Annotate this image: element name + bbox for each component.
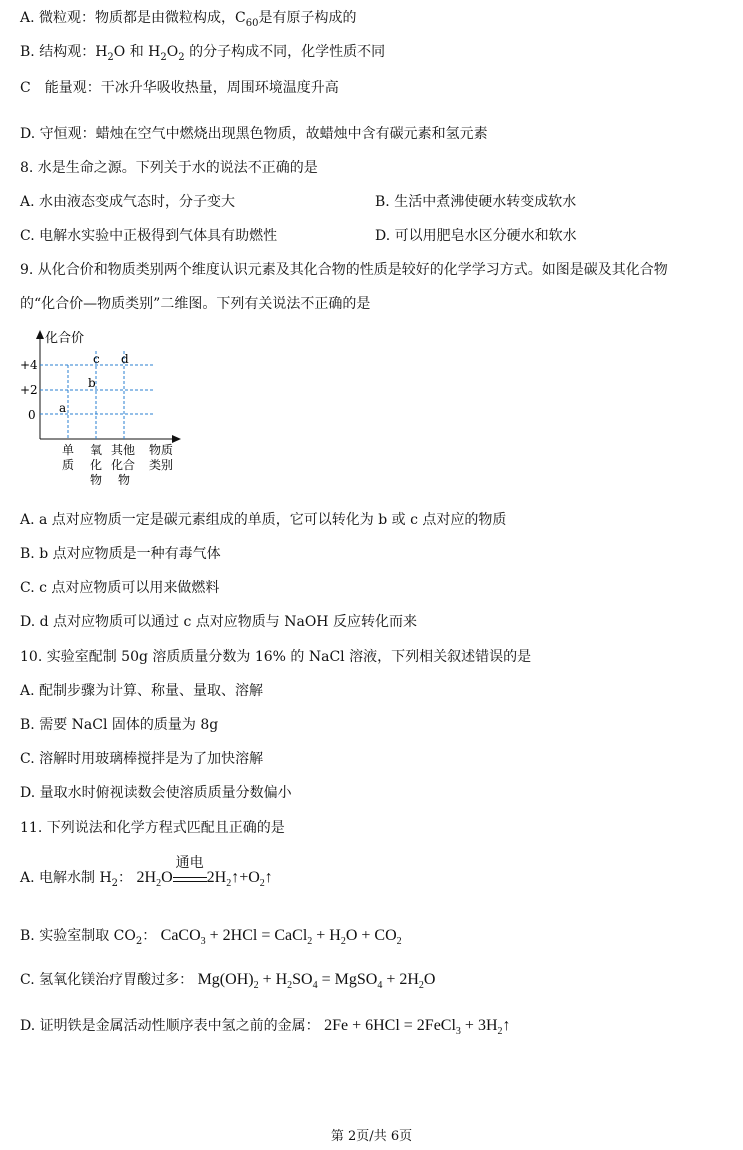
q8-option-b: B. 生活中煮沸使硬水转变成软水	[375, 194, 577, 210]
q11-b-label: B. 实验室制取 CO	[20, 928, 136, 944]
point-c: c	[93, 352, 100, 366]
x-cat-elemental-2: 质	[62, 458, 75, 472]
eq-a-left-sub: 2	[156, 878, 162, 890]
eq-c-5: + 2H	[382, 971, 419, 988]
x-cat-other-1: 其他	[111, 443, 136, 457]
eq-b-1: CaCO	[160, 927, 201, 944]
q7-option-b-tail: 的分子构成不同，化学性质不同	[184, 44, 386, 60]
page-number: 第 2页/共 6页	[330, 1129, 413, 1144]
q11-a-label-sub: 2	[111, 877, 119, 889]
q11-b-label-sub: 2	[135, 935, 143, 947]
x-axis-arrow	[172, 435, 181, 443]
eq-c-4-sub: 4	[377, 980, 383, 992]
eq-c-2-sub: 2	[287, 980, 293, 992]
eq-a-right-2-sub: 2	[259, 878, 265, 890]
q11-d-label: D. 证明铁是金属活动性顺序表中氢之前的金属：	[20, 1018, 320, 1034]
eq-a-right-3: ↑	[264, 869, 273, 886]
double-line-sign	[173, 877, 207, 882]
reaction-arrow-with-condition	[173, 856, 207, 882]
eq-b-1-sub: 3	[200, 936, 206, 948]
q7-option-b-text: B. 结构观：	[20, 44, 96, 60]
q8-option-a: A. 水由液态变成气态时，分子变大	[20, 194, 236, 210]
q7-option-a	[20, 8, 356, 34]
q11-c-label: C. 氢氧化镁治疗胃酸过多：	[20, 972, 194, 988]
x-cat-oxide-1: 氧	[90, 443, 103, 457]
eq-c-6: O	[423, 971, 436, 988]
q9-option-d: D. d 点对应物质可以通过 c 点对应物质与 NaOH 反应转化而来	[20, 614, 417, 630]
h2o2-sub2: 2	[178, 51, 185, 63]
fe-hcl-equation	[324, 1017, 511, 1038]
q11-a-colon: ：	[118, 870, 133, 886]
eq-c-3-sub: 4	[312, 980, 318, 992]
eq-b-4-sub: 2	[396, 936, 402, 948]
c60-formula: C	[235, 10, 246, 26]
q7-option-c: C 能量观：干冰升华吸收热量，周围环境温度升高	[20, 80, 339, 96]
eq-d-2: + 3H	[460, 1017, 498, 1034]
q11-option-a	[20, 856, 273, 894]
eq-a-left-o: O	[161, 869, 173, 886]
q9-stem-line2: 的“化合价—物质类别”二维图。下列有关说法不正确的是	[20, 296, 371, 312]
eq-a-right-1-sub: 2	[226, 878, 232, 890]
eq-a-right-1: 2H	[206, 869, 227, 886]
q11-option-d	[20, 1016, 511, 1042]
q11-stem: 11. 下列说法和化学方程式匹配且正确的是	[20, 820, 285, 836]
x-cat-oxide-3: 物	[90, 473, 103, 487]
point-b: b	[88, 376, 96, 390]
q7-option-d: D. 守恒观：蜡烛在空气中燃烧出现黑色物质，故蜡烛中含有碳元素和氢元素	[20, 126, 488, 142]
q9-option-c: C. c 点对应物质可以用来做燃料	[20, 580, 220, 596]
q10-stem: 10. 实验室配制 50g 溶质质量分数为 16% 的 NaCl 溶液，下列相关叙述错误的是	[20, 649, 532, 665]
q9-option-b: B. b 点对应物质是一种有毒气体	[20, 546, 221, 562]
x-axis-title-1: 物质	[149, 443, 174, 457]
q10-option-c: C. 溶解时用玻璃棒搅拌是为了加快溶解	[20, 751, 264, 767]
q7-option-b	[20, 42, 385, 68]
eq-c-2: + H	[258, 971, 288, 988]
reaction-condition: 通电	[175, 856, 204, 871]
eq-c-1-sub: 2	[253, 980, 259, 992]
q8-stem: 8. 水是生命之源。下列关于水的说法不正确的是	[20, 160, 318, 176]
eq-b-4: O + CO	[345, 927, 397, 944]
q8-option-c: C. 电解水实验中正极得到气体具有助燃性	[20, 228, 278, 244]
x-cat-other-2: 化合	[111, 458, 136, 472]
q9-option-a: A. a 点对应物质一定是碳元素组成的单质，它可以转化为 b 或 c 点对应的物质	[20, 512, 507, 528]
eq-c-5-sub: 2	[418, 980, 424, 992]
h2o-h: H	[95, 44, 108, 60]
eq-b-3: + H	[312, 927, 341, 944]
q11-a-label-text: A. 电解水制 H	[20, 870, 112, 886]
eq-d-2-sub: 2	[497, 1026, 503, 1038]
eq-c-1: Mg(OH)	[197, 971, 254, 988]
eq-a-left: 2H	[136, 869, 157, 886]
x-cat-other-3: 物	[118, 473, 131, 487]
q10-option-b: B. 需要 NaCl 固体的质量为 8g	[20, 717, 219, 733]
eq-b-3-sub: 2	[340, 936, 346, 948]
q8-option-d: D. 可以用肥皂水区分硬水和软水	[375, 228, 577, 244]
q11-b-colon: ：	[142, 928, 157, 944]
q10-option-a: A. 配制步骤为计算、称量、量取、溶解	[20, 683, 264, 699]
eq-b-2-sub: 2	[307, 936, 313, 948]
valence-category-chart	[15, 326, 195, 496]
eq-a-right-2: ↑+O	[231, 869, 260, 886]
caco3-equation	[160, 927, 402, 948]
h2o-sub: 2	[107, 51, 114, 63]
point-a: a	[59, 401, 67, 415]
y-axis-title: 化合价	[45, 331, 85, 346]
x-cat-oxide-2: 化	[90, 458, 103, 472]
eq-d-1: 2Fe + 6HCl = 2FeCl	[324, 1017, 456, 1034]
eq-d-1-sub: 3	[455, 1026, 461, 1038]
x-axis-title-2: 类别	[149, 458, 174, 472]
eq-c-3: SO	[292, 971, 313, 988]
q7-option-a-tail: 是有原子构成的	[258, 10, 357, 26]
q7-option-a-text: A. 微粒观：物质都是由微粒构成，	[20, 10, 236, 26]
h2o-o: O 和 H	[113, 44, 161, 60]
electrolysis-equation	[136, 856, 273, 890]
point-d: d	[121, 352, 129, 366]
q11-option-b	[20, 926, 402, 952]
y-axis-arrow	[36, 330, 44, 339]
y-tick-plus2: +2	[20, 383, 38, 397]
eq-c-4: = MgSO	[317, 971, 378, 988]
h2o2-sub1: 2	[160, 51, 167, 63]
x-cat-elemental-1: 单	[62, 443, 75, 457]
q11-option-a-label	[20, 870, 133, 889]
y-tick-plus4: +4	[20, 358, 38, 372]
q9-stem-line1: 9. 从化合价和物质类别两个维度认识元素及其化合物的性质是较好的化学学习方式。如图是碳及其化合物	[20, 262, 668, 278]
mg-oh-equation	[197, 971, 436, 992]
eq-d-3: ↑	[502, 1017, 511, 1034]
c60-subscript: 60	[245, 17, 259, 29]
q11-option-c	[20, 970, 435, 996]
h2o2-o: O	[166, 44, 179, 60]
y-tick-zero: 0	[28, 408, 36, 422]
eq-b-2: + 2HCl = CaCl	[205, 927, 308, 944]
q10-option-d: D. 量取水时俯视读数会使溶质质量分数偏小	[20, 785, 292, 801]
